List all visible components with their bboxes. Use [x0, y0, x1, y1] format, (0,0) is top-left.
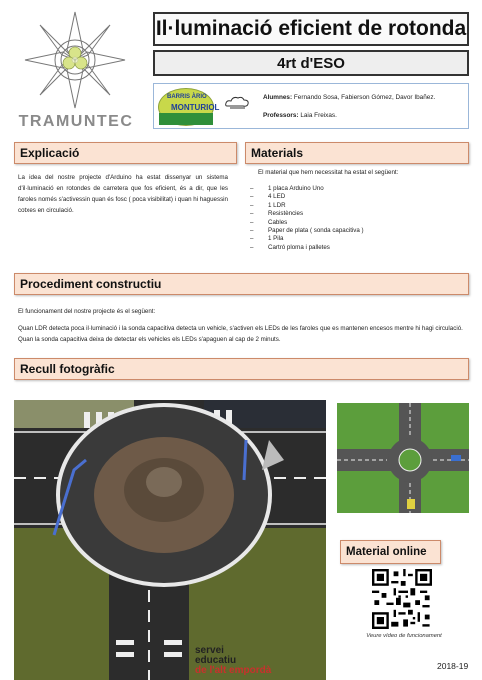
materials-intro: El material que hem necessitat ha estat el següent:	[258, 169, 399, 176]
section-procediment-heading: Procediment constructiu	[14, 273, 469, 295]
school-logo-line2: MONTURIOL	[171, 103, 220, 112]
procediment-intro: El funcionament del nostre projecte és el següent:	[18, 308, 156, 315]
poster-title: Il·luminació eficient de rotonda	[153, 12, 469, 46]
footer-logo-line2: educatiu	[195, 655, 237, 666]
cloud-icon	[223, 94, 251, 112]
list-item: – 4 LED	[250, 193, 286, 201]
list-item: – 1 Pila	[250, 235, 284, 243]
video-qr-code[interactable]	[372, 569, 432, 629]
section-online-heading: Material online	[340, 540, 441, 564]
poster-subtitle: 4rt d'ESO	[153, 50, 469, 76]
section-materials-heading: Materials	[245, 142, 469, 164]
footer-logo-line3: de l'alt empordà	[195, 665, 272, 676]
list-item: – 1 LDR	[250, 201, 286, 209]
section-explicacio-heading: Explicació	[14, 142, 237, 164]
school-year: 2018-19	[437, 661, 469, 671]
list-item: – Cables	[250, 218, 288, 226]
list-item: – Cartró ploma i palletes	[250, 243, 330, 251]
roundabout-diagram-photo	[337, 403, 469, 513]
tramuntec-logo-star	[20, 10, 130, 110]
materials-list	[248, 185, 463, 252]
professors-names: Laia Freixas.	[300, 112, 337, 119]
servei-educatiu-logo	[195, 646, 271, 676]
procediment-text: Quan LDR detecta poca il·luminació i la sonda capacitiva detecta un vehicle, s'activen els LEDs de les faroles que es mantenen encesos mentre hi hagi circulació. Quan la sonda capacitiva deixa de detectar els vehicles els LEDs s'apaguen al cap de 2 minuts.	[18, 325, 463, 343]
school-logo	[158, 88, 220, 126]
qr-caption: Veure vídeo de funcionament	[366, 633, 442, 639]
explicacio-text: La idea del nostre projecte d'Arduino ha estat dissenyar un sistema d'il·luminació en rotondes de carretera que fos eficient, és a dir, que les faroles només s'activessin quan és fosc ( poca visibilitat) i quan hi haguessin cotxes en circulació.	[18, 174, 228, 214]
school-logo-line1: BARRIS ÀRIO	[167, 94, 207, 100]
list-item: – Paper de plata ( sonda capacitiva )	[250, 227, 364, 235]
list-item: – Resistències	[250, 210, 304, 218]
list-item: – 1 placa Arduino Uno	[250, 185, 324, 192]
professors-line	[263, 112, 337, 119]
authors-line	[263, 94, 435, 101]
professors-label: Professors:	[263, 112, 299, 119]
tramuntec-logo-text: TRAMUNTEC	[18, 113, 134, 130]
authors-label: Alumnes:	[263, 94, 293, 101]
authors-names: Fernando Sosa, Fabierson Gómez, Davor Ibañez.	[293, 94, 436, 101]
footer-logo-line1: servei	[195, 645, 224, 656]
roundabout-model-photo	[14, 400, 326, 680]
section-recull-heading: Recull fotogràfic	[14, 358, 469, 380]
